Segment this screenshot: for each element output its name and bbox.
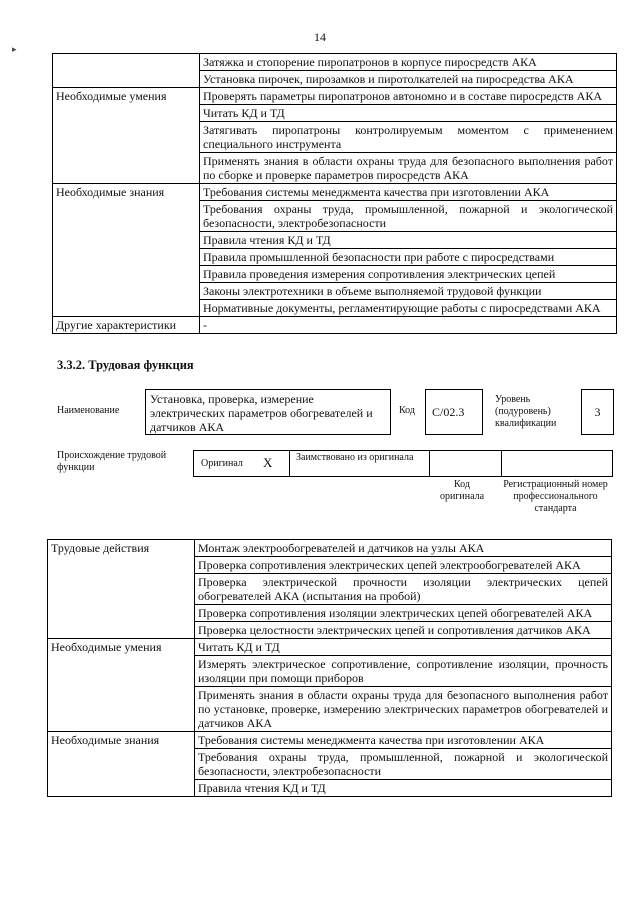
table-row <box>48 639 612 656</box>
row-label: Необходимые знания <box>48 732 195 797</box>
table-row <box>53 184 617 201</box>
divider <box>429 450 430 477</box>
divider <box>289 450 290 477</box>
row-item: Затягивать пиропатроны контролируемым моментом с применением специального инструмента <box>200 122 617 153</box>
row-item: Проверка сопротивления электрических цепей электрообогревателей АКА <box>195 557 612 574</box>
divider <box>501 450 502 477</box>
reg-number-label: Регистрационный номер профессионального стандарта <box>503 479 608 514</box>
row-label <box>53 54 200 88</box>
row-item: Проверять параметры пиропатронов автономно и в составе пиросредств АКА <box>200 88 617 105</box>
row-item: Правила промышленной безопасности при работе с пиросредствами <box>200 249 617 266</box>
row-item: Правила чтения КД и ТД <box>200 232 617 249</box>
row-item: Правила проведения измерения сопротивления электрических цепей <box>200 266 617 283</box>
row-item: Требования системы менеджмента качества при изготовлении АКА <box>200 184 617 201</box>
row-item: Применять знания в области охраны труда для безопасного выполнения работ по установке, проверке, измерению электрических параметров обогревателей и датчиков АКА <box>195 687 612 732</box>
table-row <box>48 732 612 749</box>
section-heading: 3.3.2. Трудовая функция <box>57 358 194 372</box>
row-item: Требования охраны труда, промышленной, пожарной и экологической безопасности, электробезопасности <box>195 749 612 780</box>
original-label: Оригинал <box>201 458 243 469</box>
row-item: Требования системы менеджмента качества при изготовлении АКА <box>195 732 612 749</box>
row-item: Проверка сопротивления изоляции электрических цепей обогревателей АКА <box>195 605 612 622</box>
row-item: Применять знания в области охраны труда для безопасного выполнения работ по сборке и проверке параметров пиросредств АКА <box>200 153 617 184</box>
level-box <box>581 389 614 435</box>
row-item: Требования охраны труда, промышленной, пожарной и экологической безопасности, электробезопасности <box>200 201 617 232</box>
row-item: Установка пирочек, пирозамков и пиротолкателей на пиросредства АКА <box>200 71 617 88</box>
name-label: Наименование <box>57 405 120 416</box>
code-label: Код <box>399 405 415 416</box>
original-mark: X <box>263 455 273 470</box>
row-item: Нормативные документы, регламентирующие работы с пиросредствами АКА <box>200 300 617 317</box>
row-label: Другие характеристики <box>53 317 200 334</box>
row-item: Затяжка и стопорение пиропатронов в корпусе пиросредств АКА <box>200 54 617 71</box>
row-item: Проверка целостности электрических цепей и сопротивления датчиков АКА <box>195 622 612 639</box>
table-row <box>53 54 617 71</box>
table-row <box>53 88 617 105</box>
function-name-box <box>145 389 391 435</box>
skills-table-1 <box>52 53 617 334</box>
row-item: - <box>200 317 617 334</box>
scan-mark: ▸ <box>12 44 17 54</box>
origin-label: Происхождение трудовой функции <box>57 450 167 473</box>
row-item: Читать КД и ТД <box>200 105 617 122</box>
code-original-label: Код оригинала <box>439 479 485 502</box>
function-name-value: Установка, проверка, измерение электрических параметров обогревателей и датчиков АКА <box>150 392 373 434</box>
level-label: Уровень (подуровень) квалификации <box>495 394 557 429</box>
row-item: Монтаж электрообогревателей и датчиков на узлы АКА <box>195 540 612 557</box>
row-item: Проверка электрической прочности изоляции электрических цепей обогревателей АКА (испытания на пробой) <box>195 574 612 605</box>
code-value: C/02.3 <box>432 405 465 419</box>
row-label: Необходимые умения <box>53 88 200 184</box>
origin-row <box>193 450 613 477</box>
skills-table-2 <box>47 539 612 797</box>
table-row <box>53 317 617 334</box>
row-item: Читать КД и ТД <box>195 639 612 656</box>
table-row <box>48 540 612 557</box>
level-value: 3 <box>594 405 601 419</box>
page-number: 14 <box>314 30 326 44</box>
row-item: Измерять электрическое сопротивление, сопротивление изоляции, прочность изоляции при помощи приборов <box>195 656 612 687</box>
row-label: Трудовые действия <box>48 540 195 639</box>
row-label: Необходимые умения <box>48 639 195 732</box>
code-box <box>425 389 483 435</box>
borrowed-label: Заимствовано из оригинала <box>296 452 414 463</box>
row-item: Правила чтения КД и ТД <box>195 780 612 797</box>
row-item: Законы электротехники в объеме выполняемой трудовой функции <box>200 283 617 300</box>
row-label: Необходимые знания <box>53 184 200 317</box>
